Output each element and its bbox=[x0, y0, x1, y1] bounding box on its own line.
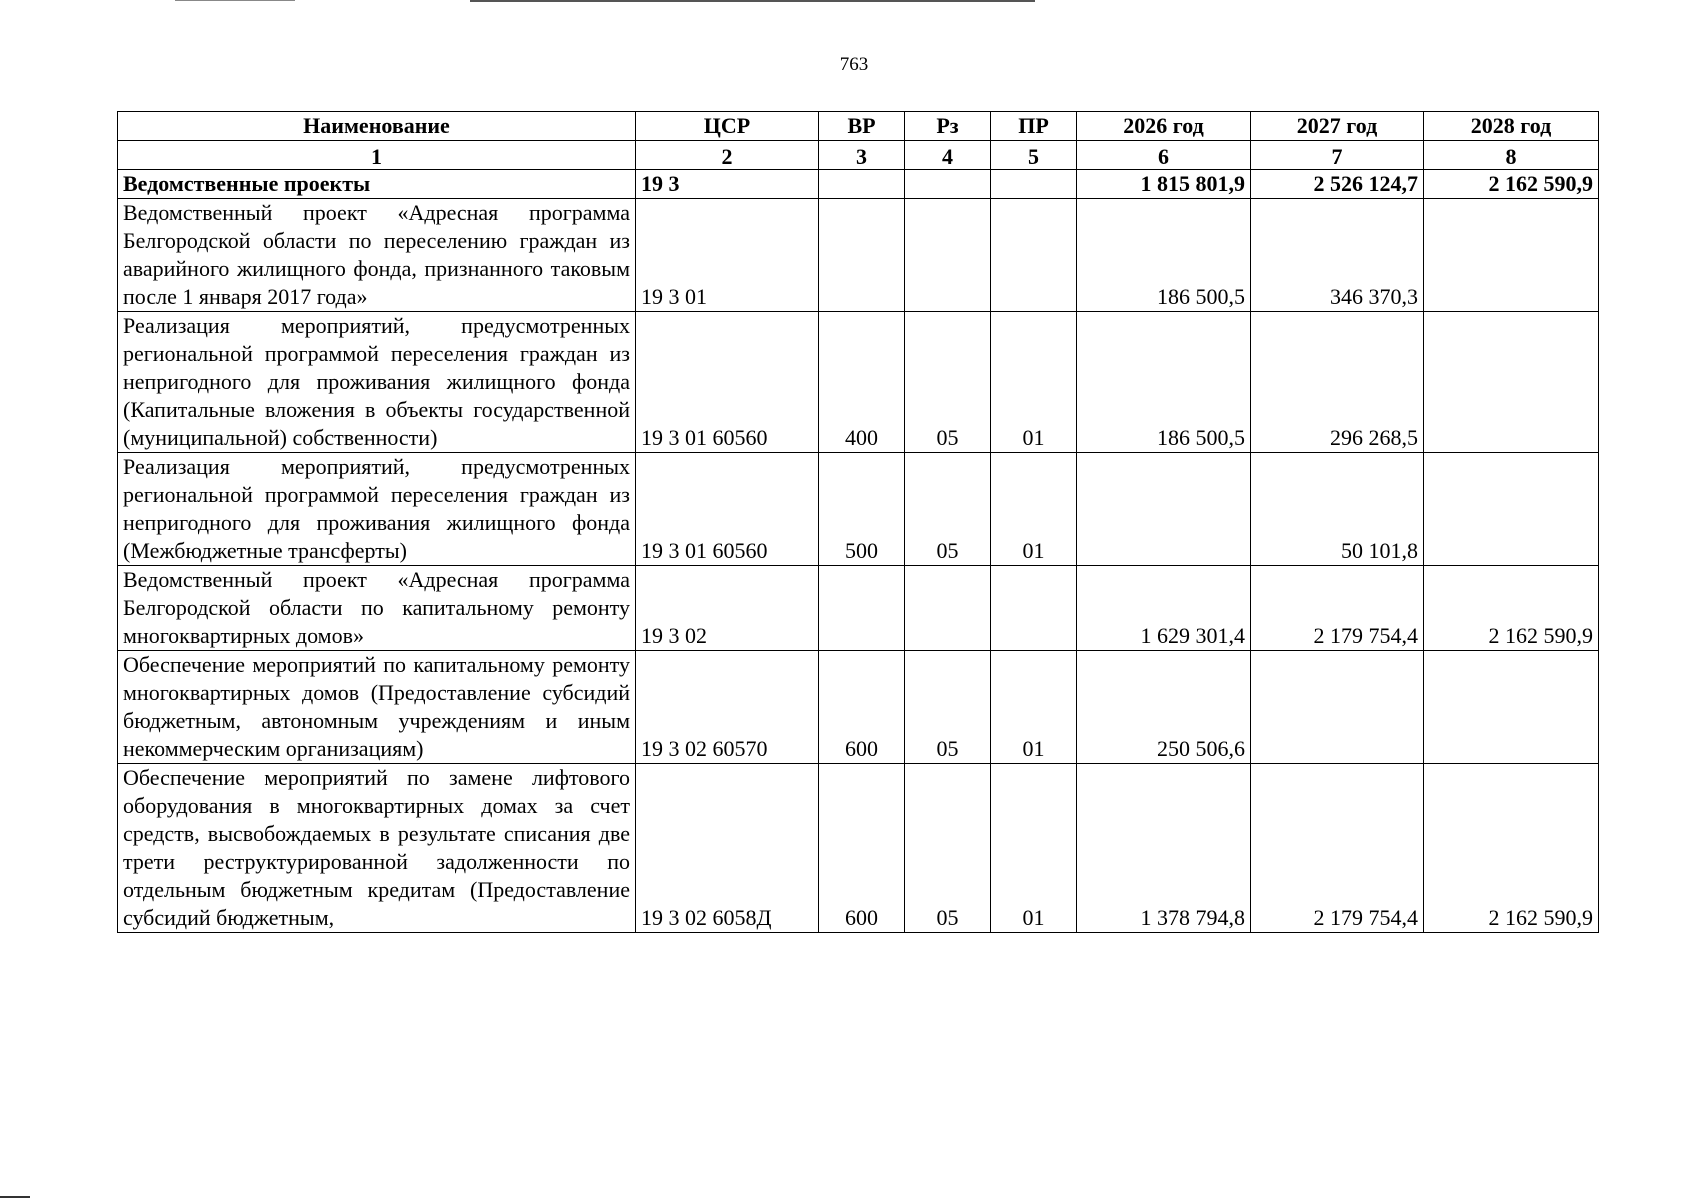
row-name: Реализация мероприятий, предусмотренных региональной программой переселения граждан из непригодного для проживания жилищного фонда (Межбюджетные трансферты) bbox=[118, 453, 636, 566]
row-pr: 01 bbox=[991, 312, 1077, 453]
table-row bbox=[118, 199, 1599, 312]
table-row bbox=[118, 566, 1599, 651]
row-vr bbox=[819, 199, 905, 312]
scan-artifact-line bbox=[175, 0, 295, 1]
row-vr: 600 bbox=[819, 764, 905, 933]
row-csr: 19 3 01 60560 bbox=[636, 453, 819, 566]
row-name: Реализация мероприятий, предусмотренных региональной программой переселения граждан из непригодного для проживания жилищного фонда (Капитальные вложения в объекты государственной (муниципальной) собственности) bbox=[118, 312, 636, 453]
row-rz: 05 bbox=[905, 312, 991, 453]
table-row bbox=[118, 453, 1599, 566]
row-2027: 2 526 124,7 bbox=[1251, 170, 1424, 199]
row-rz bbox=[905, 199, 991, 312]
page-number: 763 bbox=[839, 54, 869, 75]
row-2026: 186 500,5 bbox=[1077, 312, 1251, 453]
row-csr: 19 3 02 bbox=[636, 566, 819, 651]
header-csr: ЦСР bbox=[636, 112, 819, 141]
column-number-row bbox=[118, 141, 1599, 170]
row-vr: 500 bbox=[819, 453, 905, 566]
row-csr: 19 3 01 60560 bbox=[636, 312, 819, 453]
row-vr: 400 bbox=[819, 312, 905, 453]
header-vr: ВР bbox=[819, 112, 905, 141]
row-2028 bbox=[1424, 453, 1599, 566]
row-2028: 2 162 590,9 bbox=[1424, 764, 1599, 933]
row-name: Ведомственные проекты bbox=[118, 170, 636, 199]
row-2028 bbox=[1424, 651, 1599, 764]
column-number: 5 bbox=[991, 141, 1077, 170]
row-name: Обеспечение мероприятий по замене лифтового оборудования в многоквартирных домах за счет средств, высвобождаемых в результате списания две трети реструктурированной задолженности по отдельным бюджетным кредитам (Предоставление субсидий бюджетным, bbox=[118, 764, 636, 933]
row-rz bbox=[905, 170, 991, 199]
header-2028: 2028 год bbox=[1424, 112, 1599, 141]
row-2026: 250 506,6 bbox=[1077, 651, 1251, 764]
row-pr: 01 bbox=[991, 764, 1077, 933]
row-2027: 2 179 754,4 bbox=[1251, 764, 1424, 933]
scan-artifact-line bbox=[470, 0, 1035, 2]
row-2027: 346 370,3 bbox=[1251, 199, 1424, 312]
column-number: 3 bbox=[819, 141, 905, 170]
column-number: 1 bbox=[118, 141, 636, 170]
row-csr: 19 3 02 60570 bbox=[636, 651, 819, 764]
row-pr: 01 bbox=[991, 453, 1077, 566]
column-number: 4 bbox=[905, 141, 991, 170]
row-rz bbox=[905, 566, 991, 651]
row-pr bbox=[991, 566, 1077, 651]
row-vr bbox=[819, 170, 905, 199]
column-number: 6 bbox=[1077, 141, 1251, 170]
header-pr: ПР bbox=[991, 112, 1077, 141]
header-name: Наименование bbox=[118, 112, 636, 141]
table-row bbox=[118, 764, 1599, 933]
row-2027: 50 101,8 bbox=[1251, 453, 1424, 566]
row-name: Обеспечение мероприятий по капитальному ремонту многоквартирных домов (Предоставление субсидий бюджетным, автономным учреждениям и иным некоммерческим организациям) bbox=[118, 651, 636, 764]
row-2028 bbox=[1424, 312, 1599, 453]
row-pr bbox=[991, 170, 1077, 199]
row-2027 bbox=[1251, 651, 1424, 764]
header-2026: 2026 год bbox=[1077, 112, 1251, 141]
row-csr: 19 3 01 bbox=[636, 199, 819, 312]
row-pr bbox=[991, 199, 1077, 312]
row-2026: 1 629 301,4 bbox=[1077, 566, 1251, 651]
row-2028: 2 162 590,9 bbox=[1424, 566, 1599, 651]
row-2027: 2 179 754,4 bbox=[1251, 566, 1424, 651]
column-number: 7 bbox=[1251, 141, 1424, 170]
header-rz: Рз bbox=[905, 112, 991, 141]
row-pr: 01 bbox=[991, 651, 1077, 764]
row-rz: 05 bbox=[905, 651, 991, 764]
row-2028: 2 162 590,9 bbox=[1424, 170, 1599, 199]
table-row bbox=[118, 312, 1599, 453]
row-csr: 19 3 bbox=[636, 170, 819, 199]
row-2027: 296 268,5 bbox=[1251, 312, 1424, 453]
row-2026 bbox=[1077, 453, 1251, 566]
row-rz: 05 bbox=[905, 764, 991, 933]
table-header-row bbox=[118, 112, 1599, 141]
table-row-total bbox=[118, 170, 1599, 199]
scan-artifact-mark bbox=[0, 1196, 30, 1198]
header-2027: 2027 год bbox=[1251, 112, 1424, 141]
row-2028 bbox=[1424, 199, 1599, 312]
row-name: Ведомственный проект «Адресная программа Белгородской области по переселению граждан из аварийного жилищного фонда, признанного таковым после 1 января 2017 года» bbox=[118, 199, 636, 312]
column-number: 8 bbox=[1424, 141, 1599, 170]
row-name: Ведомственный проект «Адресная программа Белгородской области по капитальному ремонту многоквартирных домов» bbox=[118, 566, 636, 651]
row-2026: 1 815 801,9 bbox=[1077, 170, 1251, 199]
row-csr: 19 3 02 6058Д bbox=[636, 764, 819, 933]
table-row bbox=[118, 651, 1599, 764]
row-vr: 600 bbox=[819, 651, 905, 764]
row-2026: 186 500,5 bbox=[1077, 199, 1251, 312]
row-rz: 05 bbox=[905, 453, 991, 566]
row-2026: 1 378 794,8 bbox=[1077, 764, 1251, 933]
budget-table bbox=[117, 111, 1599, 933]
column-number: 2 bbox=[636, 141, 819, 170]
row-vr bbox=[819, 566, 905, 651]
